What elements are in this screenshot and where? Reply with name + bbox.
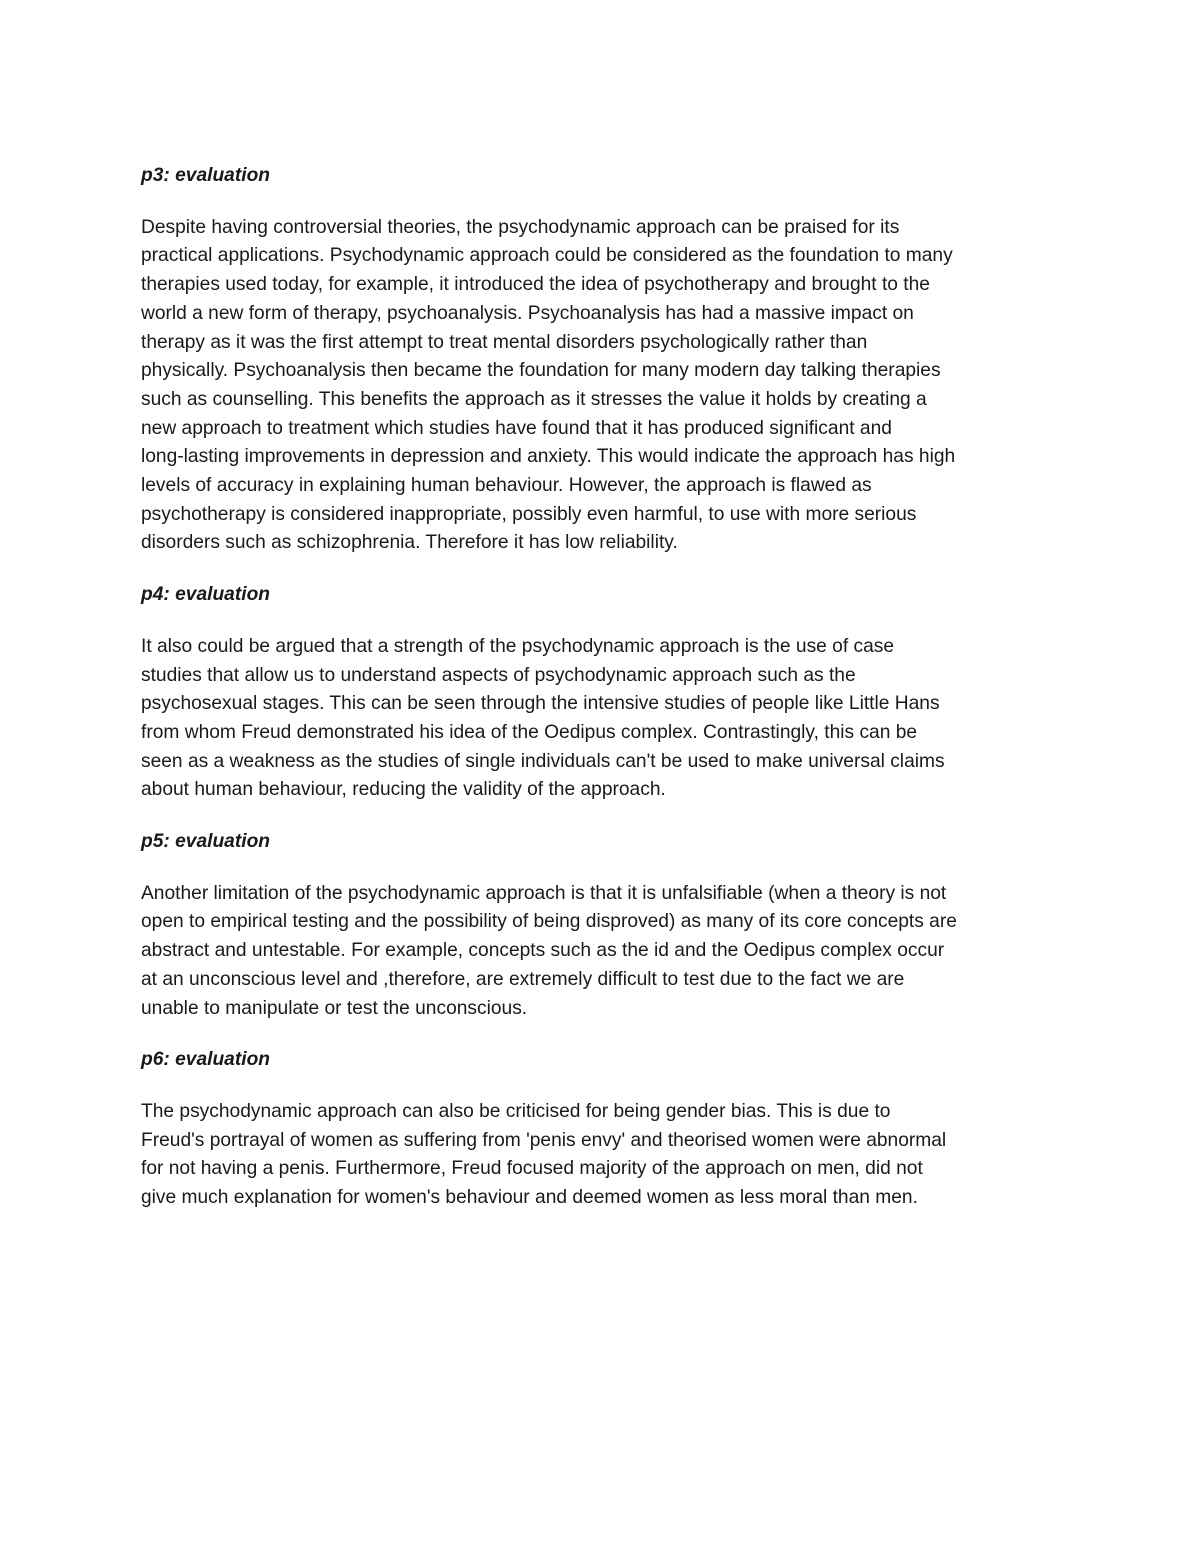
section-heading: p3: evaluation: [141, 165, 271, 186]
document-page: [141, 162, 1076, 1236]
section-p5: [141, 828, 1076, 1023]
section-paragraph: It also could be argued that a strength of the psychodynamic approach is the use of case studies that allow us to understand aspects of psychodynamic approach such as the psychosexual stages. This can be seen through the intensive studies of people like Little Hans from whom Freud demonstrated his idea of the Oedipus complex. Contrastingly, this can be seen as a weakness as the studies of single individuals can't be used to make universal claims about human behaviour, reducing the validity of the approach.: [141, 635, 945, 801]
section-heading: p4: evaluation: [141, 584, 271, 606]
section-p3: [141, 162, 1076, 558]
section-paragraph: The psychodynamic approach can also be criticised for being gender bias. This is due to Freud's portrayal of women as suffering from 'penis envy' and theorised women were abnormal for not having a penis. Furthermore, Freud focused majority of the approach on men, did not give much explanation for women's behaviour and deemed women as less moral than men.: [141, 1100, 947, 1209]
section-paragraph: Despite having controversial theories, the psychodynamic approach can be praised for its practical applications. Psychodynamic approach could be considered as the foundation to many therapies used today, for example, it introduced the idea of psychotherapy and brought to the world a new form of therapy, psychoanalysis. Psychoanalysis has had a massive impact on therapy as it was the first attempt to treat mental disorders psychologically rather than physically. Psychoanalysis then became the foundation for many modern day talking therapies such as counselling. This benefits the approach as it stresses the value it holds by creating a new approach to treatment which studies have found that it has produced significant and long-lasting improvements in depression and anxiety. This would indicate the approach has high levels of accuracy in explaining human behaviour. However, the approach is flawed as psychotherapy is considered inappropriate, possibly even harmful, to use with more serious disorders such as schizophrenia. Therefore it has low reliability.: [141, 216, 956, 554]
section-p4: [141, 581, 1076, 805]
section-p6: [141, 1046, 1076, 1213]
section-paragraph: Another limitation of the psychodynamic approach is that it is unfalsifiable (when a theory is not open to empirical testing and the possibility of being disproved) as many of its core concepts are abstract and untestable. For example, concepts such as the id and the Oedipus complex occur at an unconscious level and ,therefore, are extremely difficult to test due to the fact we are unable to manipulate or test the unconscious.: [141, 882, 957, 1019]
section-heading: p5: evaluation: [141, 831, 271, 853]
section-heading: p6: evaluation: [141, 1049, 271, 1071]
